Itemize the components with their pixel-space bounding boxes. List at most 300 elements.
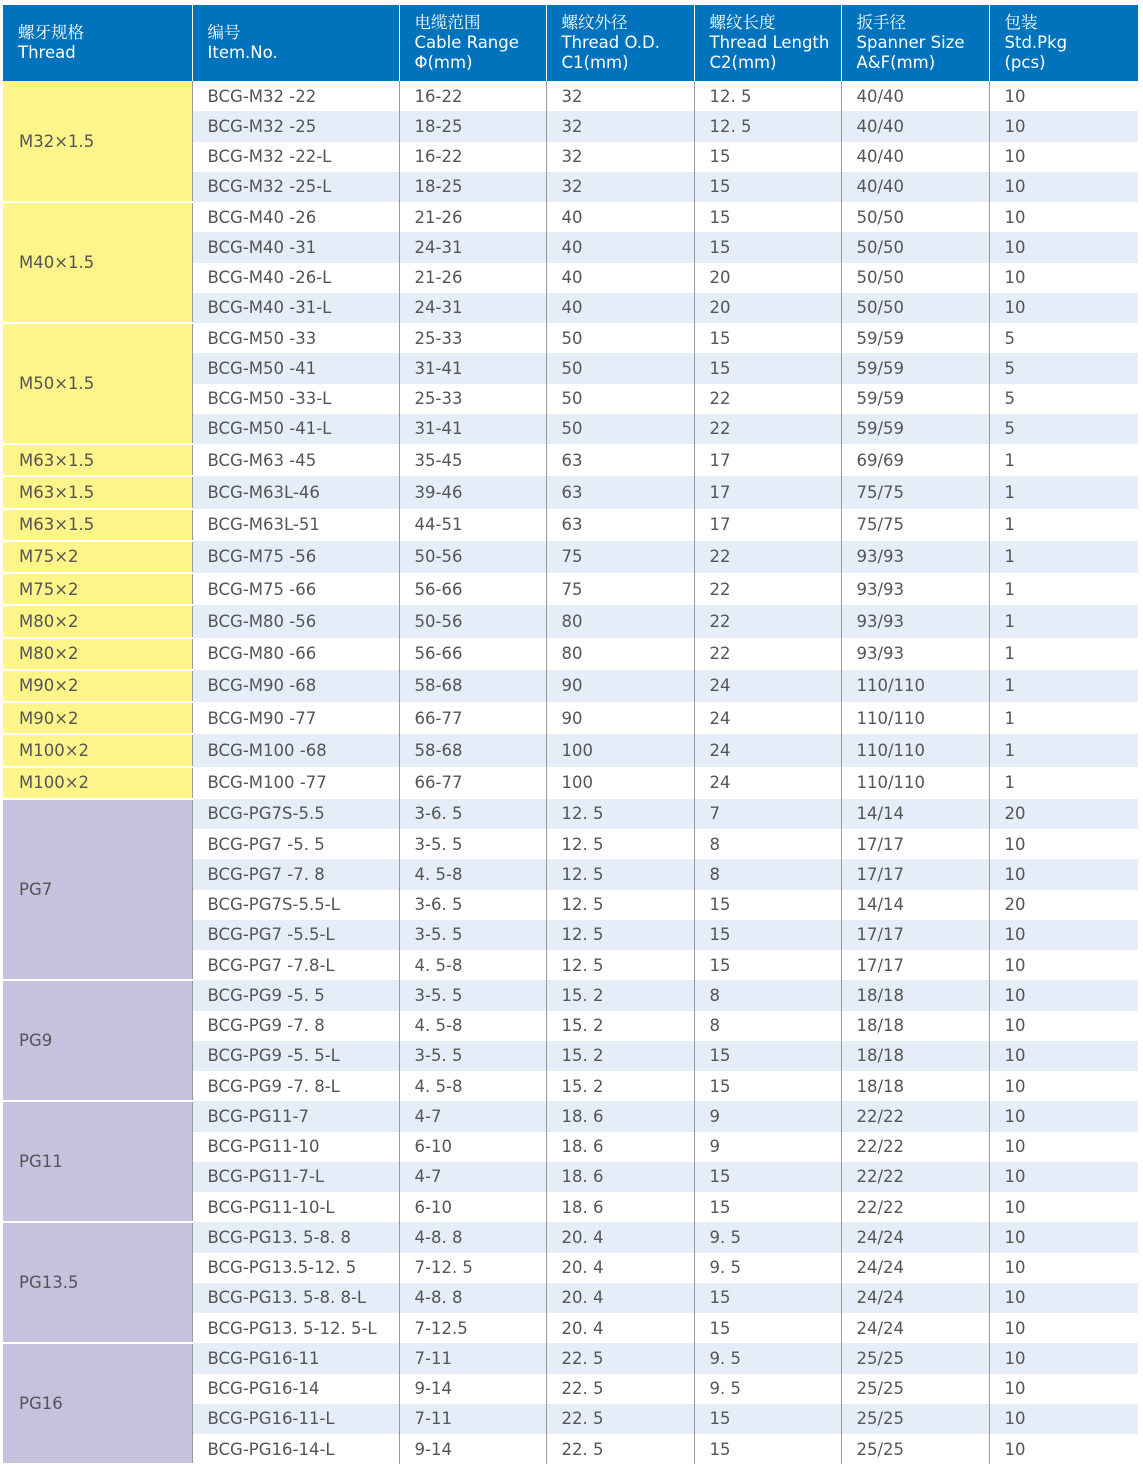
item-no-cell: BCG-PG7S-5.5 — [192, 799, 399, 829]
table-row — [3, 638, 1138, 670]
spanner-size-cell: 59/59 — [841, 323, 989, 353]
thread-length-cell: 15 — [694, 1041, 841, 1071]
spanner-size-cell: 75/75 — [841, 476, 989, 508]
item-no-cell: BCG-M40 -31-L — [192, 293, 399, 323]
thread-spec-cell: M63×1.5 — [3, 444, 192, 476]
header-thread-od-line: 螺纹外径 — [561, 13, 628, 32]
cable-range-cell: 3-6. 5 — [399, 799, 546, 829]
cable-range-cell: 9-14 — [399, 1434, 546, 1464]
item-no-cell: BCG-M100 -77 — [192, 767, 399, 799]
header-spanner-size-line: A&F(mm) — [856, 53, 936, 72]
std-pkg-cell: 1 — [989, 767, 1138, 799]
header-spanner-size-line: 扳手径 — [856, 13, 906, 32]
thread-length-cell: 20 — [694, 293, 841, 323]
header-cable-range-line: Cable Range — [414, 33, 519, 52]
thread-length-cell: 9. 5 — [694, 1253, 841, 1283]
spanner-size-cell: 17/17 — [841, 829, 989, 859]
thread-length-cell: 9. 5 — [694, 1222, 841, 1252]
thread-od-cell: 40 — [546, 232, 694, 262]
std-pkg-cell: 10 — [989, 980, 1138, 1010]
cable-range-cell: 6-10 — [399, 1132, 546, 1162]
thread-spec-cell: M90×2 — [3, 670, 192, 702]
thread-length-cell: 15 — [694, 890, 841, 920]
spanner-size-cell: 18/18 — [841, 1041, 989, 1071]
spanner-size-cell: 69/69 — [841, 444, 989, 476]
std-pkg-cell: 10 — [989, 1404, 1138, 1434]
table-body — [3, 81, 1138, 1464]
thread-spec-cell: M75×2 — [3, 541, 192, 573]
spanner-size-cell: 40/40 — [841, 172, 989, 202]
cable-range-cell: 4-8. 8 — [399, 1283, 546, 1313]
std-pkg-cell: 5 — [989, 384, 1138, 414]
cable-range-cell: 4. 5-8 — [399, 1071, 546, 1101]
cable-range-cell: 4. 5-8 — [399, 950, 546, 980]
thread-od-cell: 20. 4 — [546, 1222, 694, 1252]
std-pkg-cell: 10 — [989, 829, 1138, 859]
cable-range-cell: 4-7 — [399, 1162, 546, 1192]
thread-spec-cell: M32×1.5 — [3, 81, 192, 202]
thread-od-cell: 15. 2 — [546, 1011, 694, 1041]
thread-spec-cell: M100×2 — [3, 767, 192, 799]
std-pkg-cell: 10 — [989, 142, 1138, 172]
header-item-no-line: Item.No. — [207, 43, 278, 62]
cable-range-cell: 18-25 — [399, 172, 546, 202]
item-no-cell: BCG-PG9 -5. 5 — [192, 980, 399, 1010]
spanner-size-cell: 25/25 — [841, 1404, 989, 1434]
thread-od-cell: 100 — [546, 767, 694, 799]
spanner-size-cell: 110/110 — [841, 670, 989, 702]
thread-spec-cell: PG7 — [3, 799, 192, 981]
spanner-size-cell: 24/24 — [841, 1253, 989, 1283]
thread-spec-cell: PG16 — [3, 1343, 192, 1464]
table-row — [3, 444, 1138, 476]
cable-range-cell: 50-56 — [399, 541, 546, 573]
header-thread-length — [694, 5, 841, 81]
thread-od-cell: 63 — [546, 476, 694, 508]
table-row — [3, 605, 1138, 637]
header-std-pkg — [989, 5, 1138, 81]
thread-od-cell: 12. 5 — [546, 859, 694, 889]
thread-spec-cell: M75×2 — [3, 573, 192, 605]
cable-range-cell: 18-25 — [399, 111, 546, 141]
table-row — [3, 202, 1138, 232]
spanner-size-cell: 14/14 — [841, 799, 989, 829]
std-pkg-cell: 10 — [989, 293, 1138, 323]
thread-length-cell: 15 — [694, 1162, 841, 1192]
thread-od-cell: 18. 6 — [546, 1101, 694, 1131]
thread-length-cell: 15 — [694, 1404, 841, 1434]
std-pkg-cell: 10 — [989, 1162, 1138, 1192]
thread-od-cell: 40 — [546, 263, 694, 293]
spanner-size-cell: 110/110 — [841, 767, 989, 799]
std-pkg-cell: 1 — [989, 573, 1138, 605]
cable-range-cell: 25-33 — [399, 384, 546, 414]
table-row — [3, 476, 1138, 508]
thread-length-cell: 15 — [694, 920, 841, 950]
thread-od-cell: 50 — [546, 353, 694, 383]
cable-range-cell: 66-77 — [399, 767, 546, 799]
thread-length-cell: 15 — [694, 1313, 841, 1343]
cable-range-cell: 4-8. 8 — [399, 1222, 546, 1252]
item-no-cell: BCG-M32 -22-L — [192, 142, 399, 172]
cable-range-cell: 4. 5-8 — [399, 1011, 546, 1041]
thread-length-cell: 15 — [694, 1434, 841, 1464]
thread-length-cell: 12. 5 — [694, 111, 841, 141]
thread-spec-cell: M63×1.5 — [3, 476, 192, 508]
thread-od-cell: 20. 4 — [546, 1253, 694, 1283]
thread-od-cell: 75 — [546, 573, 694, 605]
cable-range-cell: 31-41 — [399, 414, 546, 444]
thread-length-cell: 15 — [694, 202, 841, 232]
item-no-cell: BCG-M50 -41-L — [192, 414, 399, 444]
item-no-cell: BCG-PG11-7 — [192, 1101, 399, 1131]
thread-od-cell: 90 — [546, 670, 694, 702]
cable-range-cell: 21-26 — [399, 202, 546, 232]
table-row — [3, 573, 1138, 605]
thread-od-cell: 32 — [546, 111, 694, 141]
header-thread — [3, 5, 192, 81]
thread-length-cell: 8 — [694, 829, 841, 859]
table-row — [3, 799, 1138, 829]
cable-range-cell: 7-11 — [399, 1343, 546, 1373]
header-std-pkg-line: 包装 — [1004, 13, 1038, 32]
std-pkg-cell: 10 — [989, 1011, 1138, 1041]
item-no-cell: BCG-PG16-14 — [192, 1374, 399, 1404]
cable-range-cell: 39-46 — [399, 476, 546, 508]
cable-range-cell: 6-10 — [399, 1192, 546, 1222]
item-no-cell: BCG-PG16-14-L — [192, 1434, 399, 1464]
table-row — [3, 1101, 1138, 1131]
thread-length-cell: 8 — [694, 980, 841, 1010]
std-pkg-cell: 1 — [989, 702, 1138, 734]
spanner-size-cell: 40/40 — [841, 111, 989, 141]
thread-length-cell: 15 — [694, 142, 841, 172]
thread-od-cell: 63 — [546, 509, 694, 541]
item-no-cell: BCG-PG7 -7.8-L — [192, 950, 399, 980]
thread-od-cell: 12. 5 — [546, 799, 694, 829]
item-no-cell: BCG-M40 -26-L — [192, 263, 399, 293]
std-pkg-cell: 5 — [989, 414, 1138, 444]
thread-od-cell: 18. 6 — [546, 1132, 694, 1162]
std-pkg-cell: 10 — [989, 81, 1138, 111]
item-no-cell: BCG-PG11-10 — [192, 1132, 399, 1162]
table-row — [3, 980, 1138, 1010]
thread-length-cell: 24 — [694, 734, 841, 766]
thread-length-cell: 20 — [694, 263, 841, 293]
table-row — [3, 1222, 1138, 1252]
std-pkg-cell: 10 — [989, 111, 1138, 141]
spanner-size-cell: 93/93 — [841, 605, 989, 637]
cable-range-cell: 24-31 — [399, 232, 546, 262]
thread-od-cell: 32 — [546, 142, 694, 172]
std-pkg-cell: 10 — [989, 1071, 1138, 1101]
spec-table-container — [3, 5, 1138, 1465]
table-row — [3, 323, 1138, 353]
thread-od-cell: 40 — [546, 202, 694, 232]
spanner-size-cell: 22/22 — [841, 1132, 989, 1162]
spanner-size-cell: 25/25 — [841, 1374, 989, 1404]
header-item-no — [192, 5, 399, 81]
cable-range-cell: 4-7 — [399, 1101, 546, 1131]
thread-spec-cell: PG13.5 — [3, 1222, 192, 1343]
std-pkg-cell: 10 — [989, 1253, 1138, 1283]
header-thread-line: Thread — [18, 43, 76, 62]
item-no-cell: BCG-PG11-10-L — [192, 1192, 399, 1222]
item-no-cell: BCG-M50 -41 — [192, 353, 399, 383]
thread-od-cell: 15. 2 — [546, 1041, 694, 1071]
thread-spec-cell: M80×2 — [3, 638, 192, 670]
header-thread-length-line: Thread Length — [709, 33, 830, 52]
spanner-size-cell: 14/14 — [841, 890, 989, 920]
cable-range-cell: 16-22 — [399, 81, 546, 111]
spanner-size-cell: 22/22 — [841, 1162, 989, 1192]
thread-length-cell: 22 — [694, 573, 841, 605]
cable-range-cell: 24-31 — [399, 293, 546, 323]
thread-od-cell: 90 — [546, 702, 694, 734]
spanner-size-cell: 50/50 — [841, 202, 989, 232]
cable-range-cell: 7-11 — [399, 1404, 546, 1434]
thread-od-cell: 20. 4 — [546, 1313, 694, 1343]
spanner-size-cell: 75/75 — [841, 509, 989, 541]
header-std-pkg-line: (pcs) — [1004, 53, 1046, 72]
item-no-cell: BCG-PG16-11-L — [192, 1404, 399, 1434]
cable-range-cell: 3-6. 5 — [399, 890, 546, 920]
cable-range-cell: 16-22 — [399, 142, 546, 172]
spanner-size-cell: 59/59 — [841, 353, 989, 383]
table-row — [3, 734, 1138, 766]
thread-spec-cell: PG11 — [3, 1101, 192, 1222]
std-pkg-cell: 10 — [989, 232, 1138, 262]
std-pkg-cell: 5 — [989, 353, 1138, 383]
header-thread-length-line: 螺纹长度 — [709, 13, 776, 32]
item-no-cell: BCG-M63L-51 — [192, 509, 399, 541]
table-row — [3, 1343, 1138, 1373]
item-no-cell: BCG-M50 -33-L — [192, 384, 399, 414]
item-no-cell: BCG-M40 -31 — [192, 232, 399, 262]
item-no-cell: BCG-PG11-7-L — [192, 1162, 399, 1192]
thread-od-cell: 22. 5 — [546, 1404, 694, 1434]
thread-spec-cell: M90×2 — [3, 702, 192, 734]
thread-od-cell: 50 — [546, 323, 694, 353]
item-no-cell: BCG-PG7 -7. 8 — [192, 859, 399, 889]
thread-length-cell: 24 — [694, 670, 841, 702]
std-pkg-cell: 10 — [989, 263, 1138, 293]
thread-length-cell: 24 — [694, 767, 841, 799]
header-thread-line: 螺牙规格 — [18, 23, 84, 42]
std-pkg-cell: 10 — [989, 202, 1138, 232]
spanner-size-cell: 40/40 — [841, 81, 989, 111]
header-cable-range-line: 电缆范围 — [414, 13, 481, 32]
std-pkg-cell: 10 — [989, 1222, 1138, 1252]
thread-od-cell: 12. 5 — [546, 950, 694, 980]
thread-length-cell: 15 — [694, 950, 841, 980]
item-no-cell: BCG-M50 -33 — [192, 323, 399, 353]
item-no-cell: BCG-PG13.5-12. 5 — [192, 1253, 399, 1283]
thread-od-cell: 100 — [546, 734, 694, 766]
std-pkg-cell: 5 — [989, 323, 1138, 353]
thread-od-cell: 18. 6 — [546, 1162, 694, 1192]
spanner-size-cell: 22/22 — [841, 1192, 989, 1222]
item-no-cell: BCG-M90 -77 — [192, 702, 399, 734]
cable-range-cell: 9-14 — [399, 1374, 546, 1404]
spanner-size-cell: 24/24 — [841, 1313, 989, 1343]
spanner-size-cell: 40/40 — [841, 142, 989, 172]
header-item-no-line: 编号 — [207, 23, 241, 42]
std-pkg-cell: 10 — [989, 172, 1138, 202]
item-no-cell: BCG-M32 -25 — [192, 111, 399, 141]
thread-length-cell: 15 — [694, 353, 841, 383]
thread-spec-cell: M40×1.5 — [3, 202, 192, 323]
spanner-size-cell: 24/24 — [841, 1283, 989, 1313]
table-header — [3, 5, 1138, 81]
thread-spec-cell: PG9 — [3, 980, 192, 1101]
item-no-cell: BCG-PG7 -5. 5 — [192, 829, 399, 859]
item-no-cell: BCG-M100 -68 — [192, 734, 399, 766]
cable-range-cell: 7-12.5 — [399, 1313, 546, 1343]
spanner-size-cell: 93/93 — [841, 573, 989, 605]
header-thread-length-line: C2(mm) — [709, 53, 777, 72]
thread-length-cell: 9. 5 — [694, 1343, 841, 1373]
thread-od-cell: 32 — [546, 81, 694, 111]
thread-length-cell: 15 — [694, 172, 841, 202]
table-row — [3, 541, 1138, 573]
spanner-size-cell: 22/22 — [841, 1101, 989, 1131]
table-row — [3, 767, 1138, 799]
item-no-cell: BCG-M63L-46 — [192, 476, 399, 508]
spanner-size-cell: 93/93 — [841, 541, 989, 573]
std-pkg-cell: 10 — [989, 1374, 1138, 1404]
cable-range-cell: 50-56 — [399, 605, 546, 637]
cable-range-cell: 4. 5-8 — [399, 859, 546, 889]
std-pkg-cell: 10 — [989, 1041, 1138, 1071]
spanner-size-cell: 18/18 — [841, 980, 989, 1010]
spanner-size-cell: 50/50 — [841, 263, 989, 293]
thread-length-cell: 22 — [694, 414, 841, 444]
item-no-cell: BCG-PG9 -7. 8 — [192, 1011, 399, 1041]
std-pkg-cell: 1 — [989, 476, 1138, 508]
thread-length-cell: 15 — [694, 1192, 841, 1222]
header-cable-range — [399, 5, 546, 81]
item-no-cell: BCG-M80 -56 — [192, 605, 399, 637]
item-no-cell: BCG-PG9 -5. 5-L — [192, 1041, 399, 1071]
cable-range-cell: 3-5. 5 — [399, 829, 546, 859]
thread-length-cell: 17 — [694, 444, 841, 476]
std-pkg-cell: 20 — [989, 890, 1138, 920]
spanner-size-cell: 110/110 — [841, 734, 989, 766]
thread-spec-cell: M100×2 — [3, 734, 192, 766]
spanner-size-cell: 59/59 — [841, 384, 989, 414]
item-no-cell: BCG-M80 -66 — [192, 638, 399, 670]
thread-od-cell: 80 — [546, 605, 694, 637]
table-row — [3, 81, 1138, 111]
thread-od-cell: 18. 6 — [546, 1192, 694, 1222]
thread-spec-cell: M63×1.5 — [3, 509, 192, 541]
std-pkg-cell: 10 — [989, 1132, 1138, 1162]
thread-length-cell: 22 — [694, 638, 841, 670]
std-pkg-cell: 10 — [989, 1101, 1138, 1131]
item-no-cell: BCG-PG7S-5.5-L — [192, 890, 399, 920]
thread-length-cell: 15 — [694, 232, 841, 262]
thread-od-cell: 32 — [546, 172, 694, 202]
item-no-cell: BCG-M32 -25-L — [192, 172, 399, 202]
cable-range-cell: 56-66 — [399, 638, 546, 670]
cable-range-cell: 44-51 — [399, 509, 546, 541]
thread-length-cell: 17 — [694, 509, 841, 541]
thread-od-cell: 22. 5 — [546, 1343, 694, 1373]
spanner-size-cell: 17/17 — [841, 920, 989, 950]
spanner-size-cell: 59/59 — [841, 414, 989, 444]
spec-table — [3, 5, 1138, 1465]
item-no-cell: BCG-PG7 -5.5-L — [192, 920, 399, 950]
std-pkg-cell: 10 — [989, 1343, 1138, 1373]
spanner-size-cell: 18/18 — [841, 1071, 989, 1101]
std-pkg-cell: 10 — [989, 950, 1138, 980]
spanner-size-cell: 50/50 — [841, 293, 989, 323]
thread-length-cell: 8 — [694, 1011, 841, 1041]
thread-od-cell: 12. 5 — [546, 920, 694, 950]
std-pkg-cell: 10 — [989, 1283, 1138, 1313]
item-no-cell: BCG-M90 -68 — [192, 670, 399, 702]
std-pkg-cell: 1 — [989, 444, 1138, 476]
thread-length-cell: 9. 5 — [694, 1374, 841, 1404]
item-no-cell: BCG-M75 -56 — [192, 541, 399, 573]
std-pkg-cell: 20 — [989, 799, 1138, 829]
thread-length-cell: 7 — [694, 799, 841, 829]
header-thread-od — [546, 5, 694, 81]
spanner-size-cell: 50/50 — [841, 232, 989, 262]
thread-od-cell: 75 — [546, 541, 694, 573]
std-pkg-cell: 1 — [989, 638, 1138, 670]
thread-length-cell: 22 — [694, 384, 841, 414]
thread-length-cell: 8 — [694, 859, 841, 889]
std-pkg-cell: 1 — [989, 509, 1138, 541]
spanner-size-cell: 110/110 — [841, 702, 989, 734]
spanner-size-cell: 18/18 — [841, 1011, 989, 1041]
std-pkg-cell: 10 — [989, 1434, 1138, 1464]
header-spanner-size-line: Spanner Size — [856, 33, 965, 52]
thread-od-cell: 40 — [546, 293, 694, 323]
thread-od-cell: 12. 5 — [546, 890, 694, 920]
cable-range-cell: 21-26 — [399, 263, 546, 293]
item-no-cell: BCG-PG13. 5-8. 8-L — [192, 1283, 399, 1313]
thread-length-cell: 15 — [694, 1283, 841, 1313]
thread-length-cell: 9 — [694, 1101, 841, 1131]
table-row — [3, 509, 1138, 541]
header-cable-range-line: Φ(mm) — [414, 53, 473, 72]
item-no-cell: BCG-M32 -22 — [192, 81, 399, 111]
cable-range-cell: 56-66 — [399, 573, 546, 605]
thread-od-cell: 50 — [546, 384, 694, 414]
thread-length-cell: 17 — [694, 476, 841, 508]
thread-od-cell: 50 — [546, 414, 694, 444]
thread-length-cell: 22 — [694, 541, 841, 573]
item-no-cell: BCG-PG13. 5-12. 5-L — [192, 1313, 399, 1343]
thread-od-cell: 80 — [546, 638, 694, 670]
thread-od-cell: 22. 5 — [546, 1374, 694, 1404]
header-thread-od-line: C1(mm) — [561, 53, 629, 72]
cable-range-cell: 25-33 — [399, 323, 546, 353]
table-row — [3, 702, 1138, 734]
thread-od-cell: 15. 2 — [546, 1071, 694, 1101]
cable-range-cell: 58-68 — [399, 734, 546, 766]
thread-spec-cell: M80×2 — [3, 605, 192, 637]
spanner-size-cell: 25/25 — [841, 1343, 989, 1373]
item-no-cell: BCG-PG13. 5-8. 8 — [192, 1222, 399, 1252]
thread-od-cell: 22. 5 — [546, 1434, 694, 1464]
header-spanner-size — [841, 5, 989, 81]
cable-range-cell: 66-77 — [399, 702, 546, 734]
cable-range-cell: 3-5. 5 — [399, 980, 546, 1010]
